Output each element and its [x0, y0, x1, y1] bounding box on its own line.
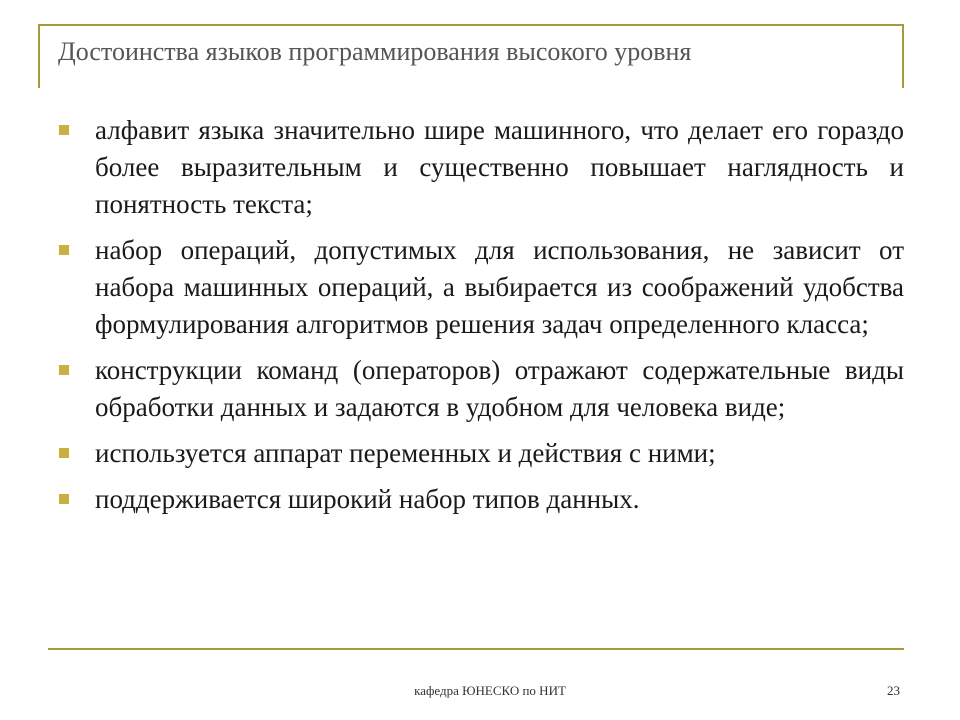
- title-frame-left-rule: [38, 24, 40, 88]
- title-frame-right-rule: [902, 24, 904, 88]
- square-bullet-icon: [59, 365, 69, 375]
- bullet-text: используется аппарат переменных и действия с ними;: [95, 438, 716, 468]
- bullet-item: [58, 481, 904, 518]
- square-bullet-icon: [59, 245, 69, 255]
- footer-rule: [48, 648, 904, 650]
- bullet-text: набор операций, допустимых для использования, не зависит от набора машинных операций, а выбирается из соображений удобства формулирования алгоритмов решения задач определенного класса;: [95, 235, 904, 339]
- bullet-text: поддерживается широкий набор типов данных.: [95, 484, 640, 514]
- bullet-item: [58, 232, 904, 343]
- square-bullet-icon: [59, 494, 69, 504]
- bullet-item: [58, 435, 904, 472]
- title-frame-top-rule: [38, 24, 904, 26]
- bullet-item: [58, 352, 904, 426]
- slide-title: Достоинства языков программирования высокого уровня: [58, 37, 692, 66]
- bullet-text: алфавит языка значительно шире машинного, что делает его гораздо более выразительным и существенно повышает наглядность и понятность текста;: [95, 115, 904, 219]
- bullet-text: конструкции команд (операторов) отражают содержательные виды обработки данных и задаются в удобном для человека виде;: [95, 355, 904, 422]
- square-bullet-icon: [59, 125, 69, 135]
- square-bullet-icon: [59, 448, 69, 458]
- bullet-list: [58, 112, 904, 527]
- page-number: 23: [887, 683, 900, 698]
- bullet-item: [58, 112, 904, 223]
- footer-text: кафедра ЮНЕСКО по НИТ: [414, 683, 566, 698]
